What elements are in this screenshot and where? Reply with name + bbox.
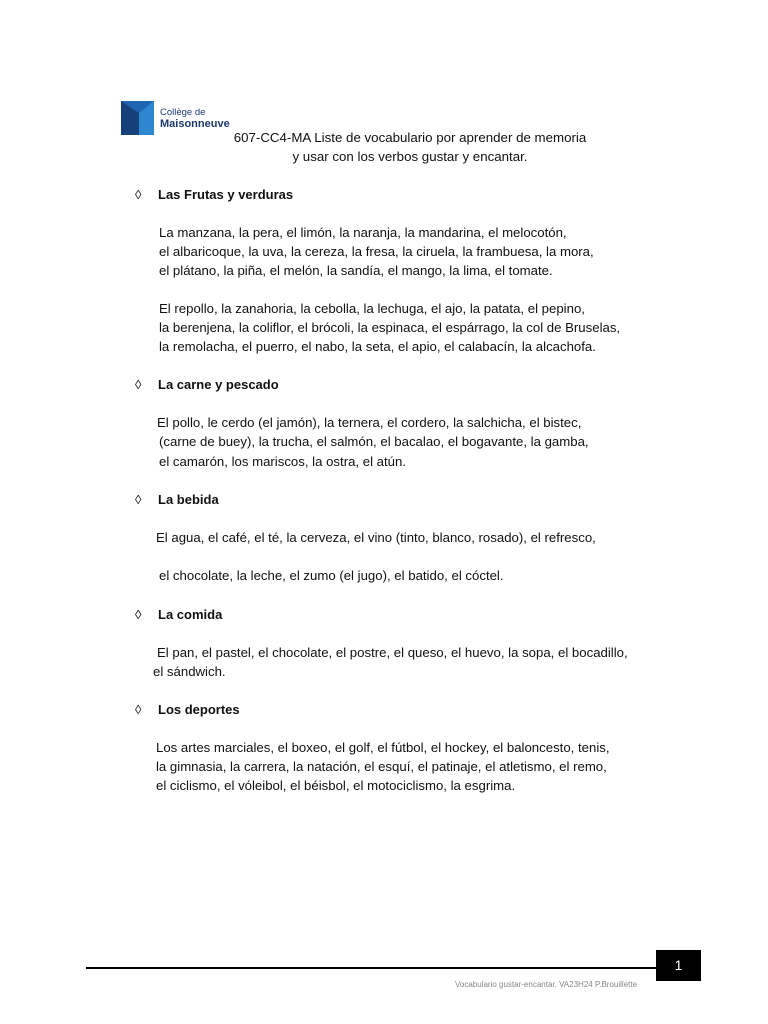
list-line: El repollo, la zanahoria, la cebolla, la lechuga, el ajo, la patata, el pepino, — [159, 301, 585, 316]
section-heading-frutas: Las Frutas y verduras — [158, 187, 294, 202]
section-heading-deportes: Los deportes — [158, 702, 240, 717]
title-line-2: y usar con los verbos gustar y encantar. — [292, 149, 528, 164]
list-line: El pollo, le cerdo (el jamón), la ternera, el cordero, la salchicha, el bistec, — [157, 415, 582, 430]
footer-divider — [86, 967, 658, 969]
list-line: (carne de buey), la trucha, el salmón, el bacalao, el bogavante, la gamba, — [159, 434, 589, 449]
list-line: el sándwich. — [153, 664, 226, 679]
logo-text-line2: Maisonneuve — [160, 118, 230, 130]
college-logo-icon — [121, 101, 154, 135]
list-line: El agua, el café, el té, la cerveza, el vino (tinto, blanco, rosado), el refresco, — [156, 530, 596, 545]
bullet-icon: ◊ — [135, 187, 142, 202]
logo-text-line1: Collège de — [160, 107, 206, 118]
list-line: la berenjena, la coliflor, el brócoli, la espinaca, el espárrago, la col de Bruselas, — [159, 320, 621, 335]
section-heading-carne: La carne y pescado — [158, 377, 279, 392]
bullet-icon: ◊ — [135, 607, 142, 622]
bullet-icon: ◊ — [135, 377, 142, 392]
list-line: el ciclismo, el vóleibol, el béisbol, el motociclismo, la esgrima. — [156, 778, 516, 793]
list-line: el plátano, la piña, el melón, la sandía, el mango, la lima, el tomate. — [159, 263, 553, 278]
list-line: El pan, el pastel, el chocolate, el postre, el queso, el huevo, la sopa, el bocadillo, — [157, 645, 628, 660]
document-title — [170, 128, 650, 166]
list-line: el albaricoque, la uva, la cereza, la fresa, la ciruela, la frambuesa, la mora, — [159, 244, 594, 259]
section-heading-comida: La comida — [158, 607, 223, 622]
section-heading-bebida: La bebida — [158, 492, 219, 507]
list-line: el camarón, los mariscos, la ostra, el atún. — [159, 454, 407, 469]
footer-text: Vocabulario gustar-encantar. VA23H24 P.Brouillette — [455, 980, 638, 989]
list-line: el chocolate, la leche, el zumo (el jugo), el batido, el cóctel. — [159, 568, 504, 583]
page-number: 1 — [656, 950, 701, 981]
list-line: La manzana, la pera, el limón, la naranja, la mandarina, el melocotón, — [159, 225, 567, 240]
list-line: la remolacha, el puerro, el nabo, la seta, el apio, el calabacín, la alcachofa. — [159, 339, 596, 354]
bullet-icon: ◊ — [135, 702, 142, 717]
list-line: Los artes marciales, el boxeo, el golf, el fútbol, el hockey, el baloncesto, tenis, — [156, 740, 610, 755]
bullet-icon: ◊ — [135, 492, 142, 507]
title-line-1: 607-CC4-MA Liste de vocabulario por aprender de memoria — [233, 130, 587, 145]
list-line: la gimnasia, la carrera, la natación, el esquí, el patinaje, el atletismo, el remo, — [156, 759, 607, 774]
